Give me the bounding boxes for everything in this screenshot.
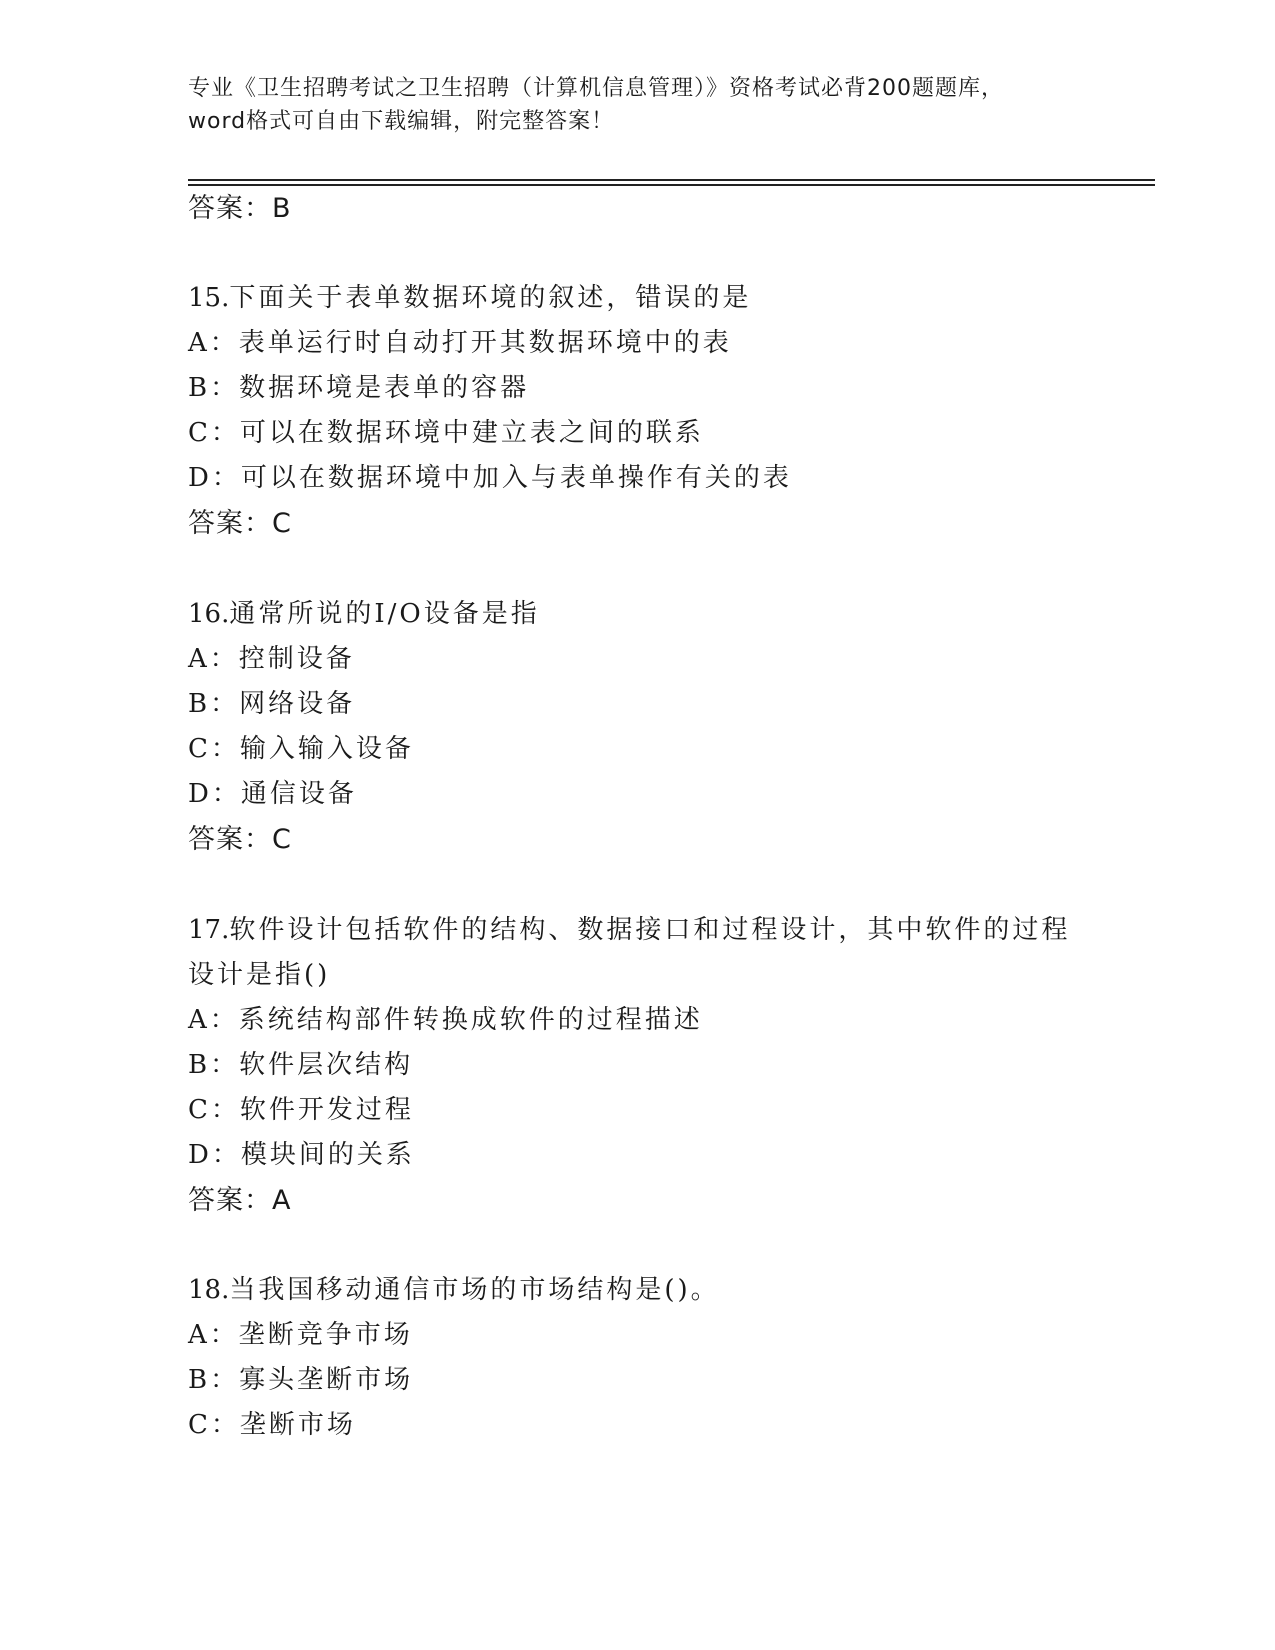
question-17 [188, 908, 1138, 1223]
option-d: D：可以在数据环境中加入与表单操作有关的表 [188, 463, 792, 493]
answer: 答案：C [188, 824, 292, 855]
question-text: 通常所说的I/O设备是指 [229, 599, 540, 629]
answer-value: B [272, 193, 292, 224]
question-number: 18. [188, 1275, 230, 1305]
document-header [188, 72, 1088, 138]
answer: 答案：C [188, 508, 292, 539]
option-a: A：控制设备 [188, 644, 355, 674]
option-b: B：网络设备 [188, 689, 356, 719]
option-c: C：可以在数据环境中建立表之间的联系 [188, 418, 704, 448]
answer: 答案：A [188, 1185, 292, 1216]
option-c: C：垄断市场 [188, 1410, 356, 1440]
option-d: D：模块间的关系 [188, 1140, 415, 1170]
previous-answer [188, 186, 1138, 231]
option-a: A：表单运行时自动打开其数据环境中的表 [188, 328, 732, 358]
option-a: A：垄断竞争市场 [188, 1320, 413, 1350]
question-text-line-1: 软件设计包括软件的结构、数据接口和过程设计，其中软件的过程 [229, 915, 1071, 945]
answer-prefix: 答案： [188, 193, 272, 224]
question-number: 16. [188, 599, 230, 629]
option-d: D：通信设备 [188, 779, 357, 809]
option-a: A：系统结构部件转换成软件的过程描述 [188, 1005, 703, 1035]
question-number: 17. [188, 915, 230, 945]
option-b: B：软件层次结构 [188, 1050, 414, 1080]
option-c: C：输入输入设备 [188, 734, 414, 764]
question-18 [188, 1268, 1138, 1448]
option-b: B：数据环境是表单的容器 [188, 373, 530, 403]
question-text: 下面关于表单数据环境的叙述，错误的是 [229, 283, 752, 313]
option-c: C：软件开发过程 [188, 1095, 414, 1125]
question-16 [188, 592, 1138, 862]
header-line-1: 专业《卫生招聘考试之卫生招聘（计算机信息管理）》资格考试必背200题题库， [188, 76, 1004, 101]
question-number: 15. [188, 283, 230, 313]
header-line-2: word格式可自由下载编辑，附完整答案！ [188, 109, 615, 134]
question-text: 当我国移动通信市场的市场结构是()。 [229, 1275, 720, 1305]
question-text-line-2: 设计是指() [188, 960, 331, 990]
question-15 [188, 276, 1138, 546]
header-rule-top [188, 179, 1155, 181]
option-b: B：寡头垄断市场 [188, 1365, 414, 1395]
